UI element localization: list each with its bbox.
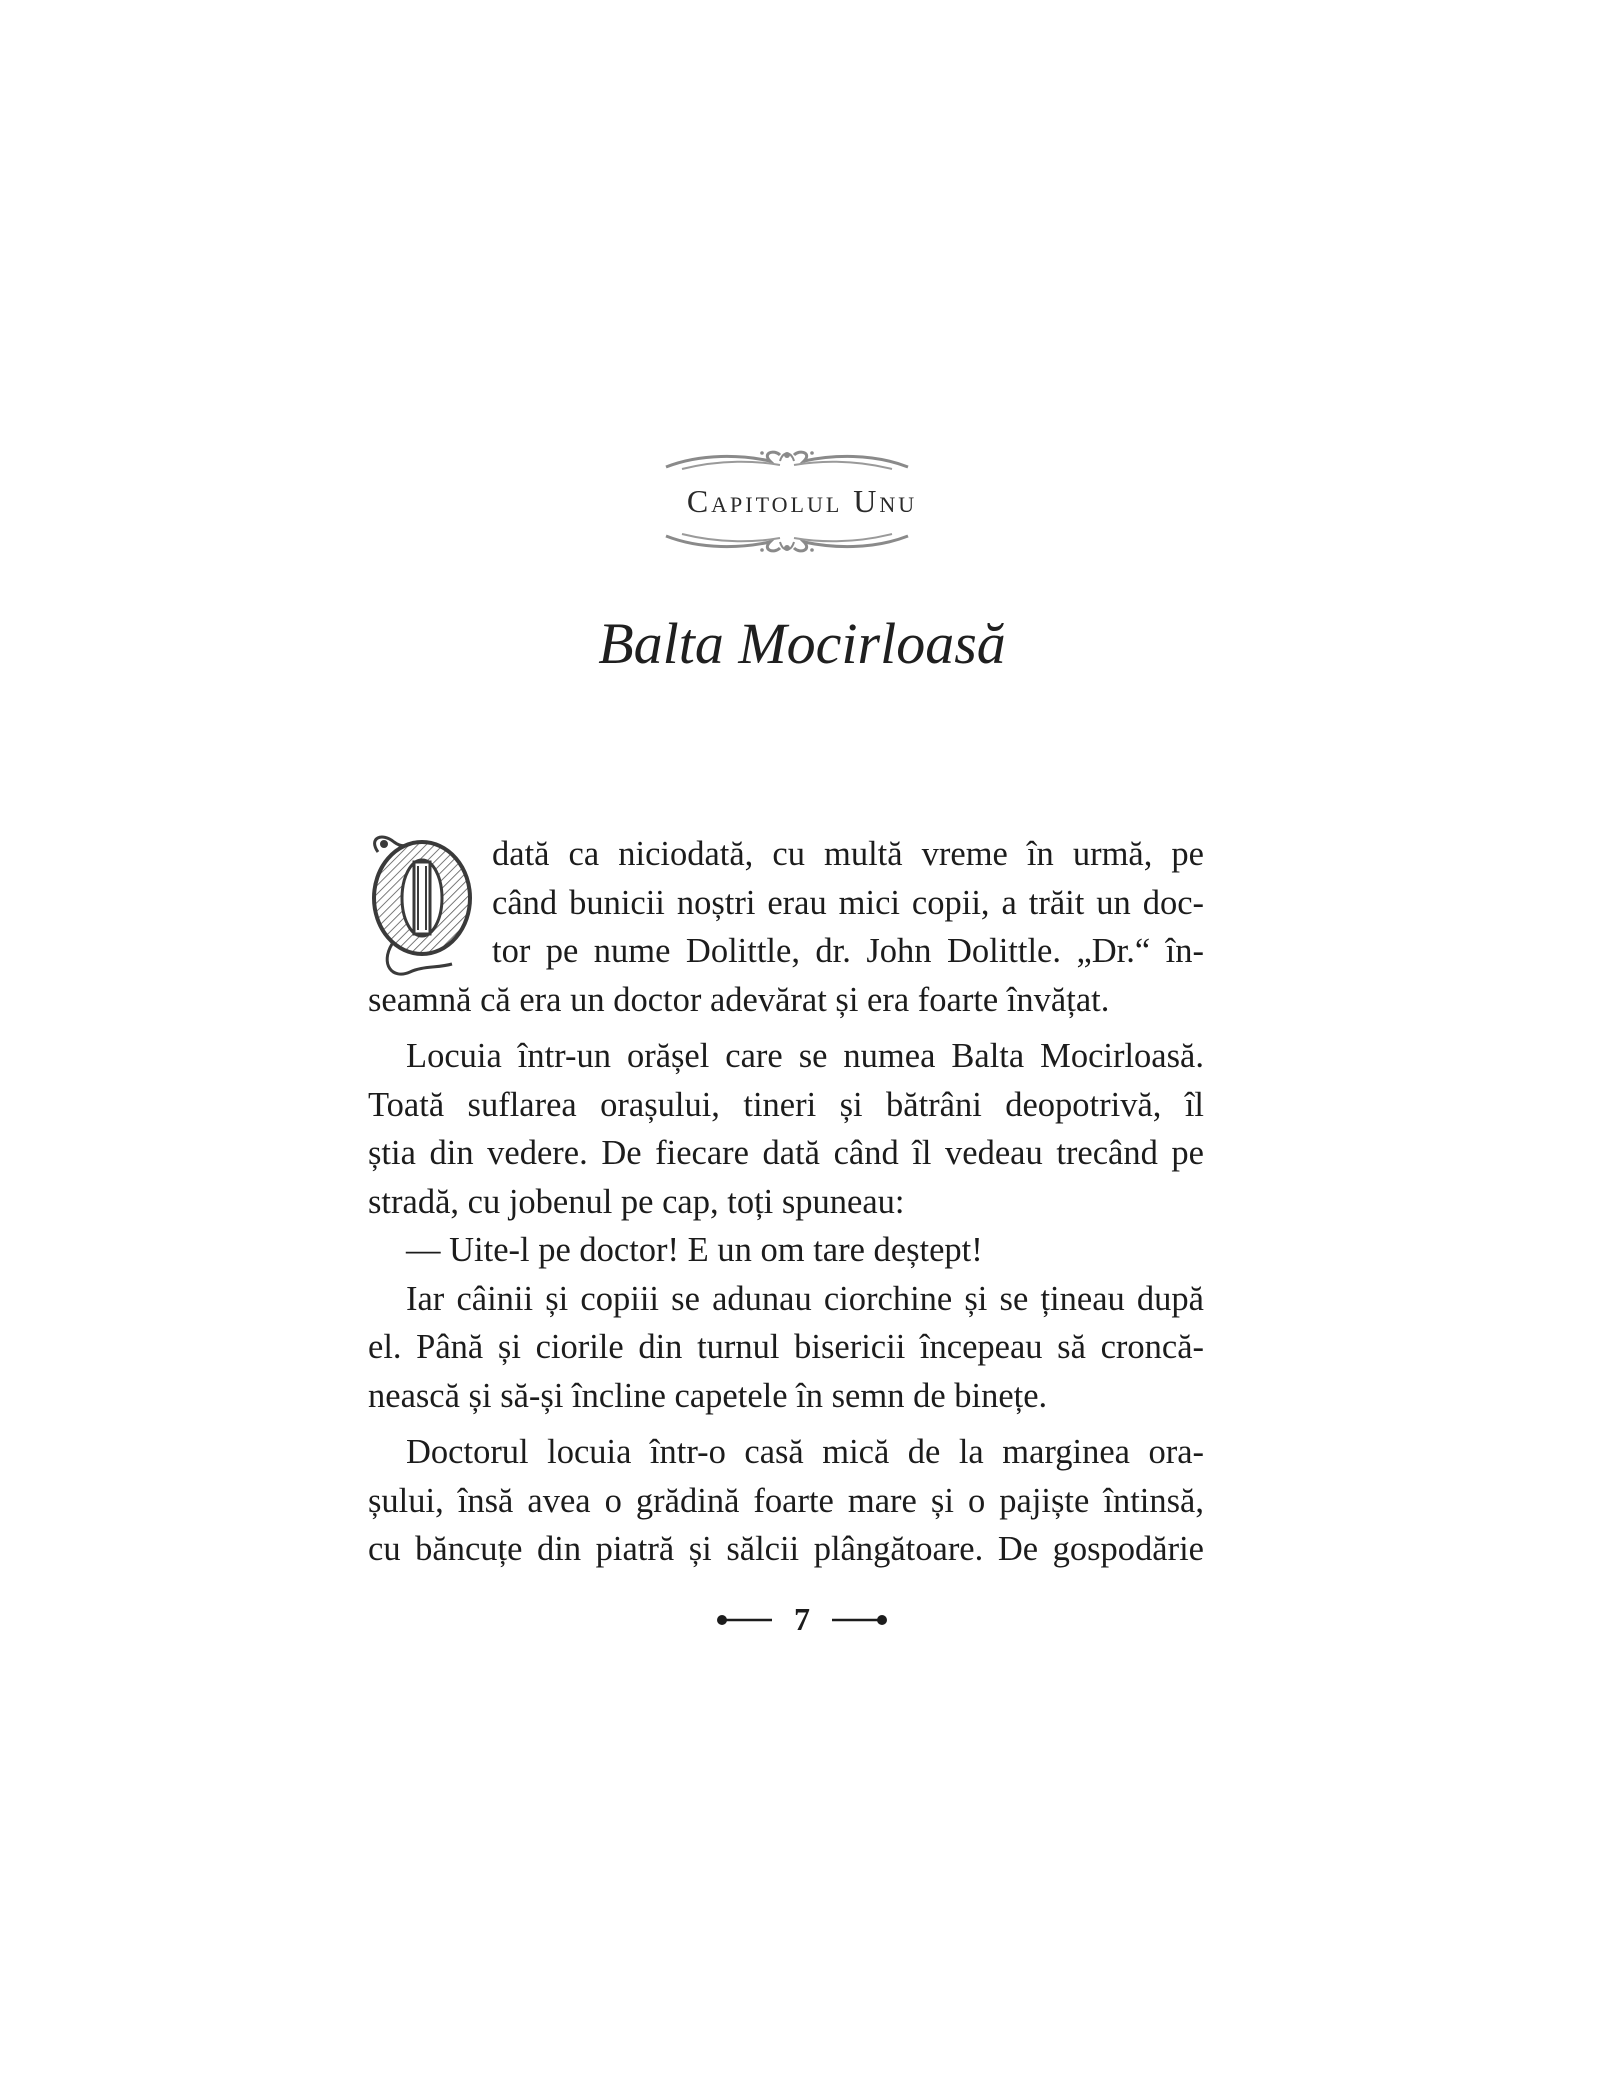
text-line: Locuia într-un orășel care se numea Balta Mocirloasă. [406, 1037, 1204, 1075]
text-line: știa din vedere. De fiecare dată când îl vedeau trecând pe [368, 1134, 1204, 1172]
text-line: Iar câinii și copiii se adunau ciorchine și se țineau după [406, 1279, 1204, 1318]
chapter-title: Balta Mocirloasă [598, 611, 1006, 676]
text-line: cu băncuțe din piatră și sălcii plângătoare. De gospodărie [368, 1530, 1204, 1568]
text-line: dată ca niciodată, cu multă vreme în urmă, pe [492, 835, 1204, 873]
text-line: — Uite-l pe doctor! E un om tare deștept! [406, 1231, 983, 1269]
flourish-ornament-top [662, 445, 912, 473]
page-number-value: 7 [794, 1601, 810, 1638]
text-line: șului, însă avea o grădină foarte mare și o pajiște întinsă, [368, 1481, 1204, 1520]
text-line: când bunicii noștri erau mici copii, a trăit un doc- [492, 883, 1204, 922]
text-line: Doctorul locuia într-o casă mică de la marginea ora- [406, 1433, 1204, 1471]
chapter-label: Capitolul Unu [686, 483, 918, 519]
text-line: tor pe nume Dolittle, dr. John Dolittle. „Dr.“ în- [492, 932, 1204, 970]
folio-dash-right-icon [830, 1614, 890, 1626]
flourish-ornament-bottom [662, 530, 912, 558]
text-line: seamnă că era un doctor adevărat și era foarte învățat. [368, 980, 1110, 1019]
body-text [368, 830, 1204, 1574]
text-line: Toată suflarea orașului, tineri și bătrâni deopotrivă, îl [368, 1085, 1204, 1124]
text-line: stradă, cu jobenul pe cap, toți spuneau: [368, 1182, 905, 1221]
text-line: nească și să-și încline capetele în semn de binețe. [368, 1376, 1048, 1415]
text-line: el. Până și ciorile din turnul bisericii începeau să croncă- [368, 1328, 1204, 1366]
folio-dash-left-icon [714, 1614, 774, 1626]
page-number [0, 1598, 1604, 1638]
